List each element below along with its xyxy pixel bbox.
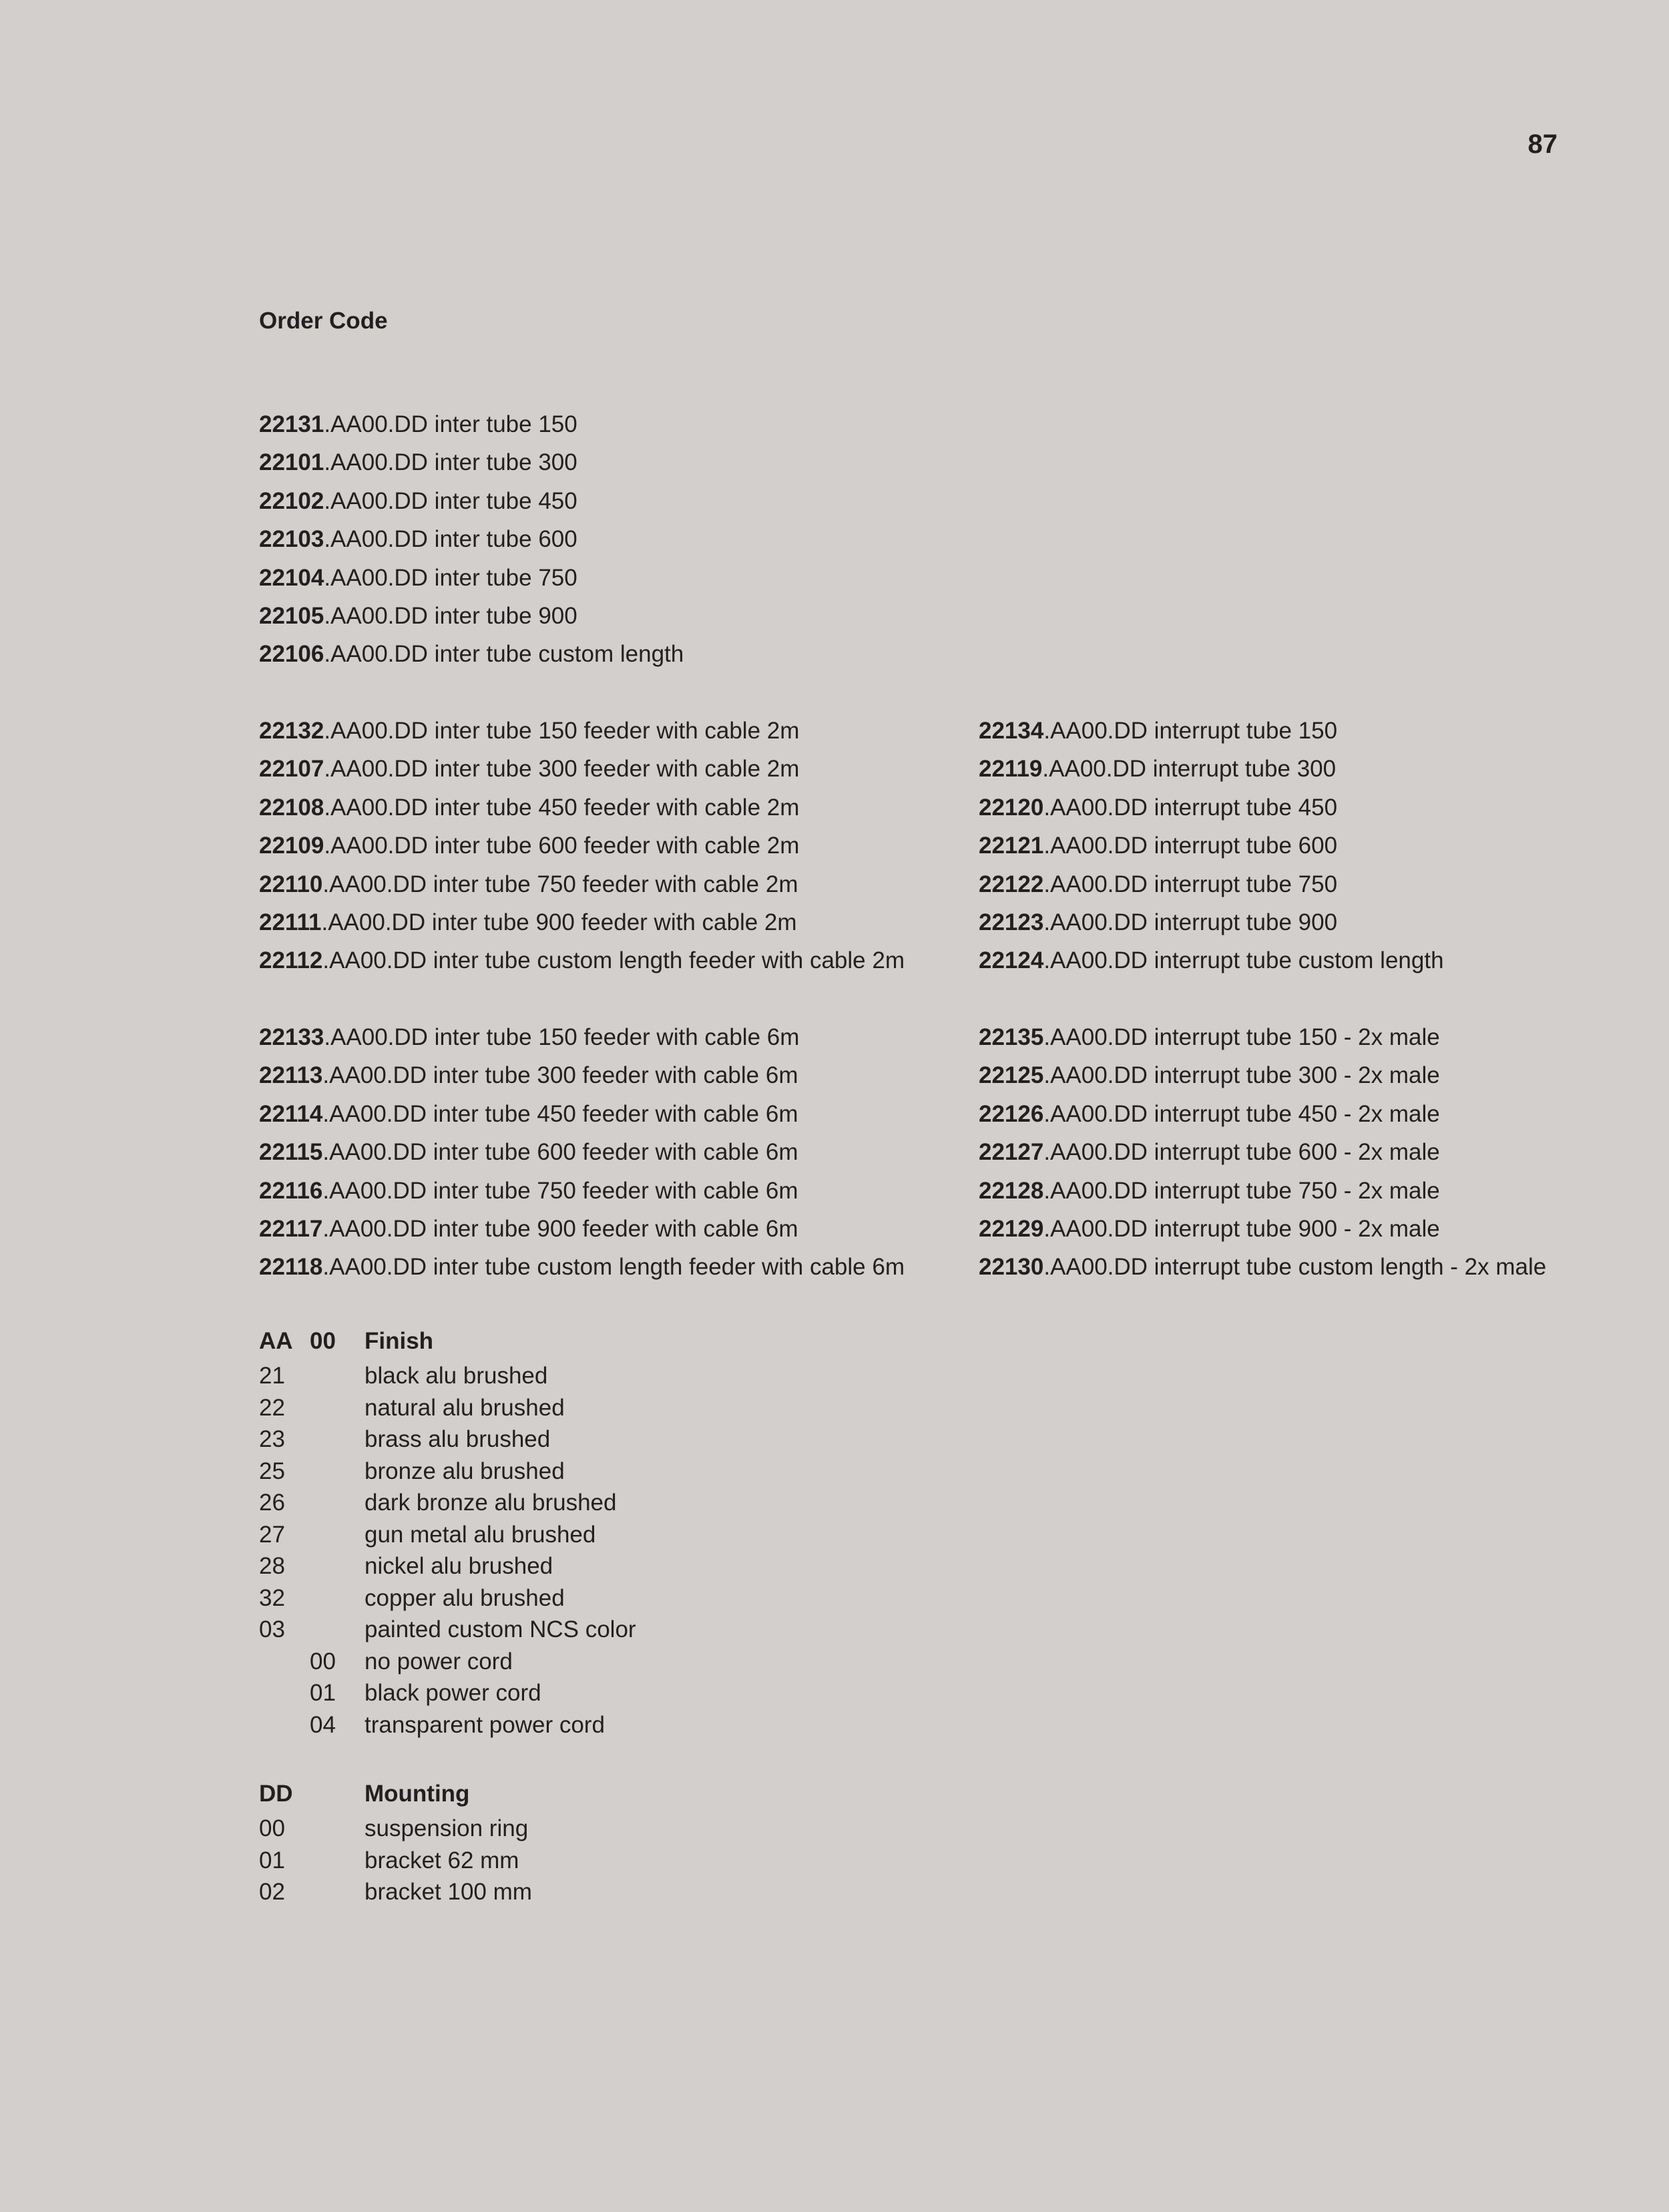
product-number: 22103 [259, 526, 324, 553]
product-number: 22115 [259, 1139, 323, 1166]
order-code-line [979, 903, 1444, 941]
finish-label: gun metal alu brushed [365, 1521, 596, 1548]
finish-label: copper alu brushed [365, 1584, 565, 1611]
order-code-line [979, 1248, 1546, 1286]
product-number: 22120 [979, 794, 1044, 821]
code-description: .AA00.DD inter tube 150 feeder with cable 6m [324, 1024, 800, 1050]
order-code-line [259, 1248, 905, 1286]
product-number: 22134 [979, 718, 1044, 744]
code-description: .AA00.DD inter tube custom length [324, 641, 684, 668]
product-number: 22124 [979, 947, 1044, 974]
code-description: .AA00.DD inter tube 450 [324, 487, 577, 514]
product-number: 22127 [979, 1139, 1044, 1166]
product-number: 22110 [259, 871, 323, 897]
product-number: 22122 [979, 871, 1044, 897]
order-code-line [259, 635, 684, 673]
code-description: .AA00.DD interrupt tube 150 [1043, 718, 1338, 744]
product-number: 22114 [259, 1100, 323, 1127]
inter-tube-feeder-6m-list [259, 1018, 905, 1287]
mounting-code: 00 [259, 1815, 285, 1841]
code-description: .AA00.DD interrupt tube 750 - 2x male [1043, 1177, 1440, 1204]
order-code-line [259, 482, 684, 520]
order-code-line [259, 941, 905, 979]
order-code-line [979, 1133, 1546, 1171]
finish-label: bronze alu brushed [365, 1458, 565, 1484]
page-title: Order Code [259, 308, 388, 334]
order-code-line [259, 520, 684, 558]
finish-code-00: 00 [310, 1648, 336, 1675]
product-number: 22104 [259, 564, 324, 591]
code-description: .AA00.DD inter tube 150 feeder with cable 2m [324, 718, 800, 744]
product-number: 22106 [259, 641, 324, 668]
product-number: 22102 [259, 487, 324, 514]
order-code-line [979, 1095, 1546, 1133]
finish-code-00: 04 [310, 1711, 336, 1738]
mounting-label: suspension ring [365, 1815, 529, 1841]
order-code-line [259, 559, 684, 597]
code-description: .AA00.DD inter tube custom length feeder with cable 2m [322, 947, 905, 974]
code-description: .AA00.DD inter tube 450 feeder with cable 2m [324, 794, 800, 821]
order-code-line [259, 865, 905, 903]
code-description: .AA00.DD interrupt tube custom length - 2x male [1043, 1254, 1547, 1281]
product-number: 22112 [259, 947, 323, 974]
mounting-label: bracket 62 mm [365, 1847, 519, 1873]
product-number: 22116 [259, 1177, 323, 1204]
code-description: .AA00.DD inter tube 600 feeder with cable 6m [322, 1139, 798, 1166]
code-description: .AA00.DD inter tube 900 feeder with cable 2m [321, 909, 797, 935]
order-code-line [979, 1056, 1546, 1094]
product-number: 22118 [259, 1254, 323, 1281]
product-number: 22133 [259, 1024, 324, 1050]
order-code-line [259, 1210, 905, 1248]
finish-code-aa: 03 [259, 1616, 285, 1642]
order-code-line [259, 1172, 905, 1210]
finish-header-aa: AA [259, 1328, 293, 1354]
product-number: 22121 [979, 833, 1044, 859]
product-number: 22119 [979, 756, 1043, 783]
finish-code-aa: 22 [259, 1394, 285, 1421]
finish-label: nickel alu brushed [365, 1553, 553, 1579]
finish-label: black power cord [365, 1680, 541, 1706]
order-code-line [259, 827, 905, 865]
order-code-line [979, 789, 1444, 827]
finish-code-aa: 32 [259, 1584, 285, 1611]
order-code-line [259, 1056, 905, 1094]
code-description: .AA00.DD interrupt tube 300 - 2x male [1043, 1062, 1440, 1089]
code-description: .AA00.DD interrupt tube 300 [1042, 756, 1337, 783]
product-number: 22109 [259, 833, 324, 859]
product-number: 22132 [259, 718, 324, 744]
order-code-line [979, 1018, 1546, 1056]
finish-code-aa: 27 [259, 1521, 285, 1548]
code-description: .AA00.DD inter tube 900 feeder with cable 6m [322, 1215, 798, 1242]
code-description: .AA00.DD interrupt tube 750 [1043, 871, 1338, 897]
code-description: .AA00.DD inter tube custom length feeder with cable 6m [322, 1254, 905, 1281]
finish-code-aa: 25 [259, 1458, 285, 1484]
code-description: .AA00.DD inter tube 150 [324, 411, 577, 437]
product-number: 22125 [979, 1062, 1044, 1089]
code-description: .AA00.DD inter tube 750 [324, 564, 577, 591]
product-number: 22108 [259, 794, 324, 821]
finish-label: natural alu brushed [365, 1394, 565, 1421]
product-number: 22129 [979, 1215, 1044, 1242]
code-description: .AA00.DD inter tube 750 feeder with cable 2m [322, 871, 798, 897]
code-description: .AA00.DD interrupt tube 600 - 2x male [1043, 1139, 1440, 1166]
code-description: .AA00.DD inter tube 450 feeder with cable 6m [322, 1100, 798, 1127]
finish-code-aa: 23 [259, 1426, 285, 1452]
finish-header-label: Finish [365, 1328, 434, 1354]
order-code-line [979, 941, 1444, 979]
product-number: 22101 [259, 449, 324, 476]
interrupt-tube-list [979, 712, 1444, 980]
finish-label: black alu brushed [365, 1363, 548, 1389]
finish-header-00: 00 [310, 1328, 336, 1354]
product-number: 22117 [259, 1215, 323, 1242]
inter-tube-list [259, 405, 684, 674]
order-code-line [259, 789, 905, 827]
finish-label: transparent power cord [365, 1711, 605, 1738]
order-code-line [259, 1018, 905, 1056]
product-number: 22131 [259, 411, 324, 437]
order-code-line [979, 865, 1444, 903]
finish-label: dark bronze alu brushed [365, 1490, 617, 1516]
code-description: .AA00.DD interrupt tube 450 - 2x male [1043, 1100, 1440, 1127]
code-description: .AA00.DD interrupt tube custom length [1043, 947, 1444, 974]
product-number: 22123 [979, 909, 1044, 935]
product-number: 22107 [259, 756, 324, 783]
order-code-line [259, 750, 905, 788]
order-code-line [259, 1095, 905, 1133]
order-code-line [259, 1133, 905, 1171]
order-code-line [259, 443, 684, 481]
product-number: 22135 [979, 1024, 1044, 1050]
mounting-code: 01 [259, 1847, 285, 1873]
product-number: 22105 [259, 602, 324, 629]
order-code-line [259, 597, 684, 635]
code-description: .AA00.DD interrupt tube 600 [1043, 833, 1338, 859]
order-code-line [979, 827, 1444, 865]
product-number: 22113 [259, 1062, 323, 1089]
code-description: .AA00.DD interrupt tube 900 - 2x male [1043, 1215, 1440, 1242]
order-code-line [979, 712, 1444, 750]
code-description: .AA00.DD inter tube 300 feeder with cable 6m [322, 1062, 798, 1089]
product-number: 22111 [259, 909, 322, 935]
inter-tube-feeder-2m-list [259, 712, 905, 980]
code-description: .AA00.DD interrupt tube 900 [1043, 909, 1338, 935]
code-description: .AA00.DD inter tube 600 feeder with cable 2m [324, 833, 800, 859]
order-code-line [259, 903, 905, 941]
code-description: .AA00.DD inter tube 600 [324, 526, 577, 553]
mounting-code: 02 [259, 1879, 285, 1905]
order-code-line [979, 750, 1444, 788]
finish-code-aa: 28 [259, 1553, 285, 1579]
interrupt-tube-2x-male-list [979, 1018, 1546, 1287]
code-description: .AA00.DD interrupt tube 150 - 2x male [1043, 1024, 1440, 1050]
finish-label: painted custom NCS color [365, 1616, 636, 1642]
product-number: 22126 [979, 1100, 1044, 1127]
code-description: .AA00.DD inter tube 750 feeder with cable 6m [322, 1177, 798, 1204]
order-code-line [259, 712, 905, 750]
mounting-label: bracket 100 mm [365, 1879, 532, 1905]
order-code-line [979, 1210, 1546, 1248]
finish-label: no power cord [365, 1648, 513, 1675]
order-code-line [259, 405, 684, 443]
mounting-header-dd: DD [259, 1781, 293, 1807]
order-code-line [979, 1172, 1546, 1210]
code-description: .AA00.DD inter tube 300 feeder with cable 2m [324, 756, 800, 783]
page-number: 87 [1527, 130, 1558, 159]
finish-label: brass alu brushed [365, 1426, 551, 1452]
finish-code-aa: 26 [259, 1490, 285, 1516]
code-description: .AA00.DD interrupt tube 450 [1043, 794, 1338, 821]
finish-code-aa: 21 [259, 1363, 285, 1389]
code-description: .AA00.DD inter tube 300 [324, 449, 577, 476]
product-number: 22128 [979, 1177, 1044, 1204]
finish-code-00: 01 [310, 1680, 336, 1706]
code-description: .AA00.DD inter tube 900 [324, 602, 577, 629]
mounting-header-label: Mounting [365, 1781, 470, 1807]
product-number: 22130 [979, 1254, 1044, 1281]
